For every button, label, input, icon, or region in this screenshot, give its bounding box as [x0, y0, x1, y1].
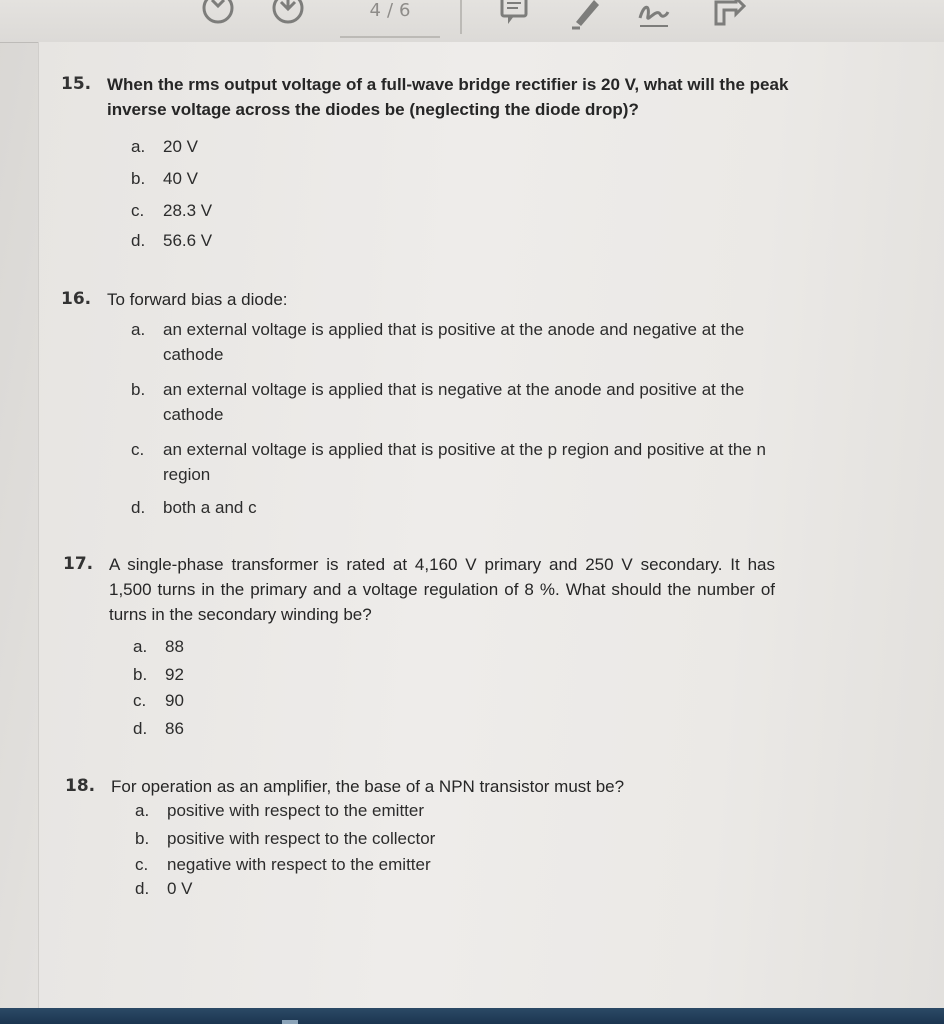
option-text: both a and c	[163, 498, 257, 517]
option-text: an external voltage is applied that is positive at the p region and positive at the n region	[163, 440, 766, 484]
question-text: When the rms output voltage of a full-wave bridge rectifier is 20 V, what will the peak inverse voltage across the diodes be (neglecting the diode drop)?	[107, 75, 789, 119]
option-letter: b.	[133, 665, 148, 684]
option-text: 86	[165, 719, 184, 738]
comment-icon[interactable]	[496, 0, 532, 30]
option-letter: a.	[135, 801, 150, 820]
option-letter: d.	[135, 879, 150, 898]
taskbar-app-icon[interactable]	[282, 1020, 298, 1024]
option-text: negative with respect to the emitter	[167, 855, 431, 874]
option-letter: b.	[135, 829, 150, 848]
total-pages: 6	[399, 0, 411, 21]
question-text: A single-phase transformer is rated at 4,160 V primary and 250 V secondary. It has 1,500 turns in the primary and a voltage regulation of 8 %. What should the number of turns in the secondary winding be?	[109, 555, 775, 624]
option-letter: b.	[131, 169, 146, 188]
question-number: 18.	[65, 776, 96, 796]
option-text: 90	[165, 691, 184, 710]
option-text: positive with respect to the emitter	[167, 801, 425, 820]
option-d[interactable]	[133, 716, 184, 741]
option-letter: c.	[131, 201, 145, 220]
option-letter: a.	[131, 137, 146, 156]
question-number: 16.	[61, 289, 92, 309]
viewer-toolbar	[0, 0, 944, 43]
option-text: 0 V	[167, 879, 193, 898]
option-letter: d.	[131, 498, 146, 517]
option-b[interactable]	[131, 377, 793, 427]
option-b[interactable]	[133, 662, 184, 687]
taskbar	[0, 1008, 944, 1024]
option-b[interactable]	[131, 166, 198, 191]
option-text: positive with respect to the collector	[167, 829, 436, 848]
signature-icon[interactable]	[636, 0, 672, 30]
question-number: 17.	[63, 554, 94, 574]
option-text: 56.6 V	[163, 231, 213, 250]
option-text: 20 V	[163, 137, 198, 156]
option-letter: c.	[131, 440, 145, 459]
question-text: To forward bias a diode:	[107, 290, 288, 309]
rotate-icon[interactable]	[200, 0, 236, 30]
question-18	[65, 774, 905, 914]
share-icon[interactable]	[710, 0, 746, 30]
page-indicator[interactable]	[340, 0, 440, 38]
document-page	[38, 42, 944, 1008]
option-c[interactable]	[133, 688, 184, 713]
option-d[interactable]	[135, 876, 193, 901]
option-text: 40 V	[163, 169, 198, 188]
option-text: 92	[165, 665, 184, 684]
option-letter: a.	[131, 320, 146, 339]
question-number: 15.	[61, 74, 92, 94]
option-letter: c.	[135, 855, 149, 874]
option-b[interactable]	[135, 826, 435, 851]
option-a[interactable]	[135, 798, 424, 823]
option-text: an external voltage is applied that is negative at the anode and positive at the cathode	[163, 380, 745, 424]
option-d[interactable]	[131, 228, 212, 253]
option-d[interactable]	[131, 495, 257, 520]
question-15	[61, 72, 901, 292]
option-c[interactable]	[131, 437, 793, 487]
highlight-pen-icon[interactable]	[568, 0, 604, 30]
option-letter: d.	[133, 719, 148, 738]
option-letter: a.	[133, 637, 148, 656]
option-letter: b.	[131, 380, 146, 399]
option-a[interactable]	[133, 634, 184, 659]
download-icon[interactable]	[270, 0, 306, 30]
question-text: For operation as an amplifier, the base of a NPN transistor must be?	[111, 777, 625, 796]
toolbar-divider	[460, 0, 462, 34]
current-page[interactable]: 4	[369, 0, 381, 21]
question-17	[63, 552, 903, 752]
question-16	[61, 287, 901, 527]
option-text: an external voltage is applied that is positive at the anode and negative at the cathode	[163, 320, 745, 364]
option-c[interactable]	[135, 852, 431, 877]
option-text: 88	[165, 637, 184, 656]
option-text: 28.3 V	[163, 201, 213, 220]
option-letter: c.	[133, 691, 147, 710]
option-letter: d.	[131, 231, 146, 250]
option-c[interactable]	[131, 198, 212, 223]
option-a[interactable]	[131, 134, 198, 159]
page-separator: /	[386, 0, 394, 21]
option-a[interactable]	[131, 317, 793, 367]
